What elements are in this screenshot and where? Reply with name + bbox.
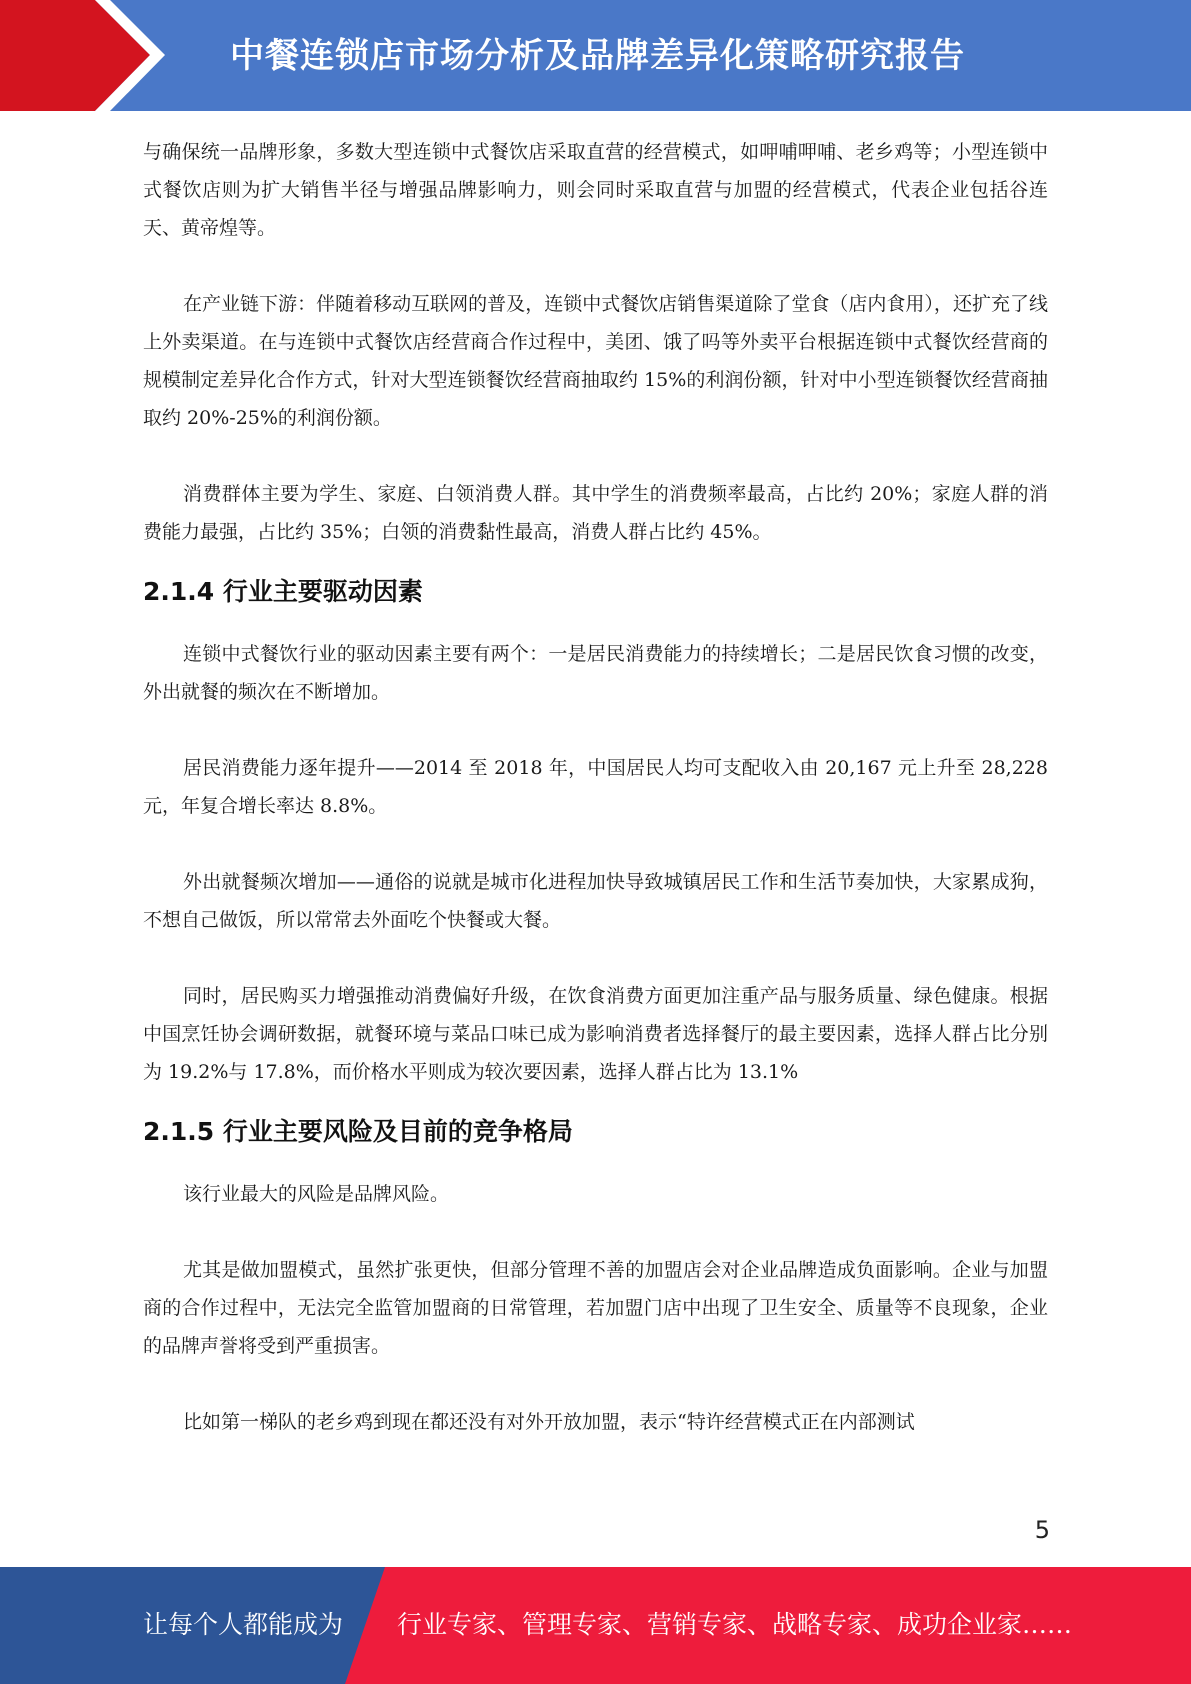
- paragraph: 外出就餐频次增加——通俗的说就是城市化进程加快导致城镇居民工作和生活节奏加快，大家累成狗，不想自己做饭，所以常常去外面吃个快餐或大餐。: [143, 871, 1048, 931]
- page-header: [0, 0, 1191, 111]
- paragraph: 在产业链下游：伴随着移动互联网的普及，连锁中式餐饮店销售渠道除了堂食（店内食用），还扩充了线上外卖渠道。在与连锁中式餐饮店经营商合作过程中，美团、饿了吗等外卖平台根据连锁中式餐饮经营商的规模制定差异化合作方式，针对大型连锁餐饮经营商抽取约 15%的利润份额，针对中小型连锁餐饮经营商抽取约 20%-25%的利润份额。: [143, 293, 1048, 429]
- page-number: 5: [1034, 1516, 1050, 1544]
- section-heading-2-1-5: 2.1.5 行业主要风险及目前的竞争格局: [143, 1117, 573, 1146]
- paragraph: 同时，居民购买力增强推动消费偏好升级，在饮食消费方面更加注重产品与服务质量、绿色健康。根据中国烹饪协会调研数据，就餐环境与菜品口味已成为影响消费者选择餐厅的最主要因素，选择人群占比分别为 19.2%与 17.8%，而价格水平则成为较次要因素，选择人群占比为 13.1%: [143, 985, 1048, 1083]
- paragraph: 该行业最大的风险是品牌风险。: [183, 1183, 450, 1205]
- paragraph: 比如第一梯队的老乡鸡到现在都还没有对外开放加盟，表示“特许经营模式正在内部测试: [183, 1411, 915, 1433]
- paragraph: 连锁中式餐饮行业的驱动因素主要有两个：一是居民消费能力的持续增长；二是居民饮食习惯的改变，外出就餐的频次在不断增加。: [143, 643, 1048, 703]
- paragraph: 居民消费能力逐年提升——2014 至 2018 年，中国居民人均可支配收入由 20,167 元上升至 28,228 元，年复合增长率达 8.8%。: [143, 757, 1048, 817]
- page-footer: [0, 1567, 1191, 1684]
- paragraph: 消费群体主要为学生、家庭、白领消费人群。其中学生的消费频率最高，占比约 20%；家庭人群的消费能力最强，占比约 35%；白领的消费黏性最高，消费人群占比约 45%。: [143, 483, 1048, 543]
- section-heading-2-1-4: 2.1.4 行业主要驱动因素: [143, 577, 423, 606]
- footer-slogan-right: 行业专家、管理专家、营销专家、战略专家、成功企业家……: [397, 1610, 1073, 1639]
- report-title: 中餐连锁店市场分析及品牌差异化策略研究报告: [230, 36, 965, 76]
- paragraph: 与确保统一品牌形象，多数大型连锁中式餐饮店采取直营的经营模式，如呷哺呷哺、老乡鸡等；小型连锁中式餐饮店则为扩大销售半径与增强品牌影响力，则会同时采取直营与加盟的经营模式，代表企业包括谷连天、黄帝煌等。: [143, 141, 1048, 239]
- footer-slogan-left: 让每个人都能成为: [143, 1610, 344, 1639]
- page-content: [143, 133, 1048, 1441]
- paragraph: 尤其是做加盟模式，虽然扩张更快，但部分管理不善的加盟店会对企业品牌造成负面影响。企业与加盟商的合作过程中，无法完全监管加盟商的日常管理，若加盟门店中出现了卫生安全、质量等不良现象，企业的品牌声誉将受到严重损害。: [143, 1259, 1048, 1357]
